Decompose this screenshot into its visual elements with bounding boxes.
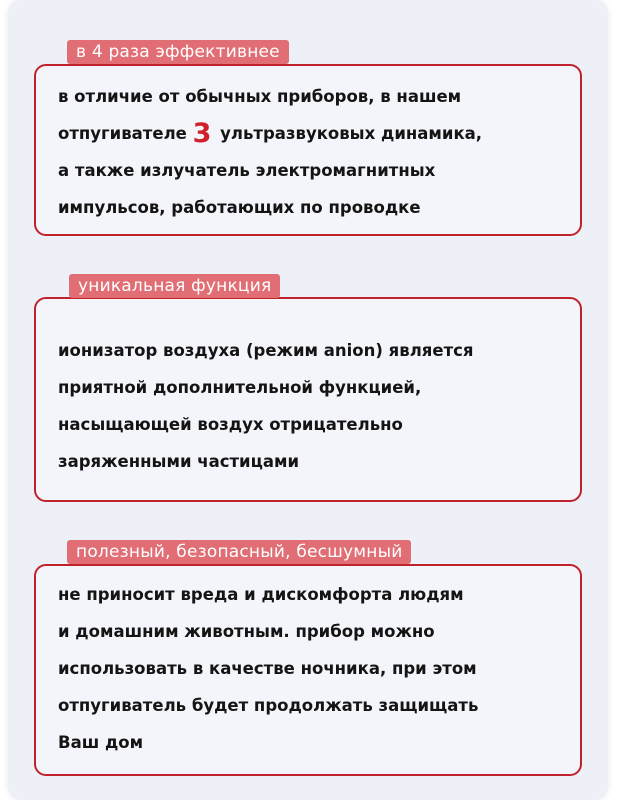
infographic-page xyxy=(8,0,608,800)
text-segment: отпугивателе xyxy=(58,124,187,143)
section-tag-efficiency: в 4 раза эффективнее xyxy=(67,40,289,64)
text-segment: ультразвуковых динамика, xyxy=(220,124,483,143)
text-line: использовать в качестве ночника, при этом xyxy=(58,659,477,678)
text-line: заряженными частицами xyxy=(58,452,300,471)
section-text-unique xyxy=(58,332,568,480)
text-line: в отличие от обычных приборов, в нашем xyxy=(58,87,462,106)
section-card-efficiency xyxy=(34,64,582,236)
text-line xyxy=(58,115,568,152)
section-card-unique xyxy=(34,297,582,502)
section-text-efficiency xyxy=(58,78,568,226)
section-card-safe xyxy=(34,564,582,776)
section-tag-safe: полезный, безопасный, бесшумный xyxy=(67,540,411,564)
text-line: отпугиватель будет продолжать защищать xyxy=(58,696,479,715)
text-line: Ваш дом xyxy=(58,733,144,752)
text-line: а также излучатель электромагнитных xyxy=(58,161,436,180)
text-line: приятной дополнительной функцией, xyxy=(58,378,422,397)
text-line: и домашним животным. прибор можно xyxy=(58,622,435,641)
text-line: ионизатор воздуха (режим anion) является xyxy=(58,341,474,360)
highlight-number: 3 xyxy=(192,118,212,149)
text-line: импульсов, работающих по проводке xyxy=(58,198,421,217)
text-line: не приносит вреда и дискомфорта людям xyxy=(58,585,464,604)
section-text-safe xyxy=(58,576,568,761)
text-line: насыщающей воздух отрицательно xyxy=(58,415,403,434)
section-tag-unique: уникальная функция xyxy=(69,274,280,298)
